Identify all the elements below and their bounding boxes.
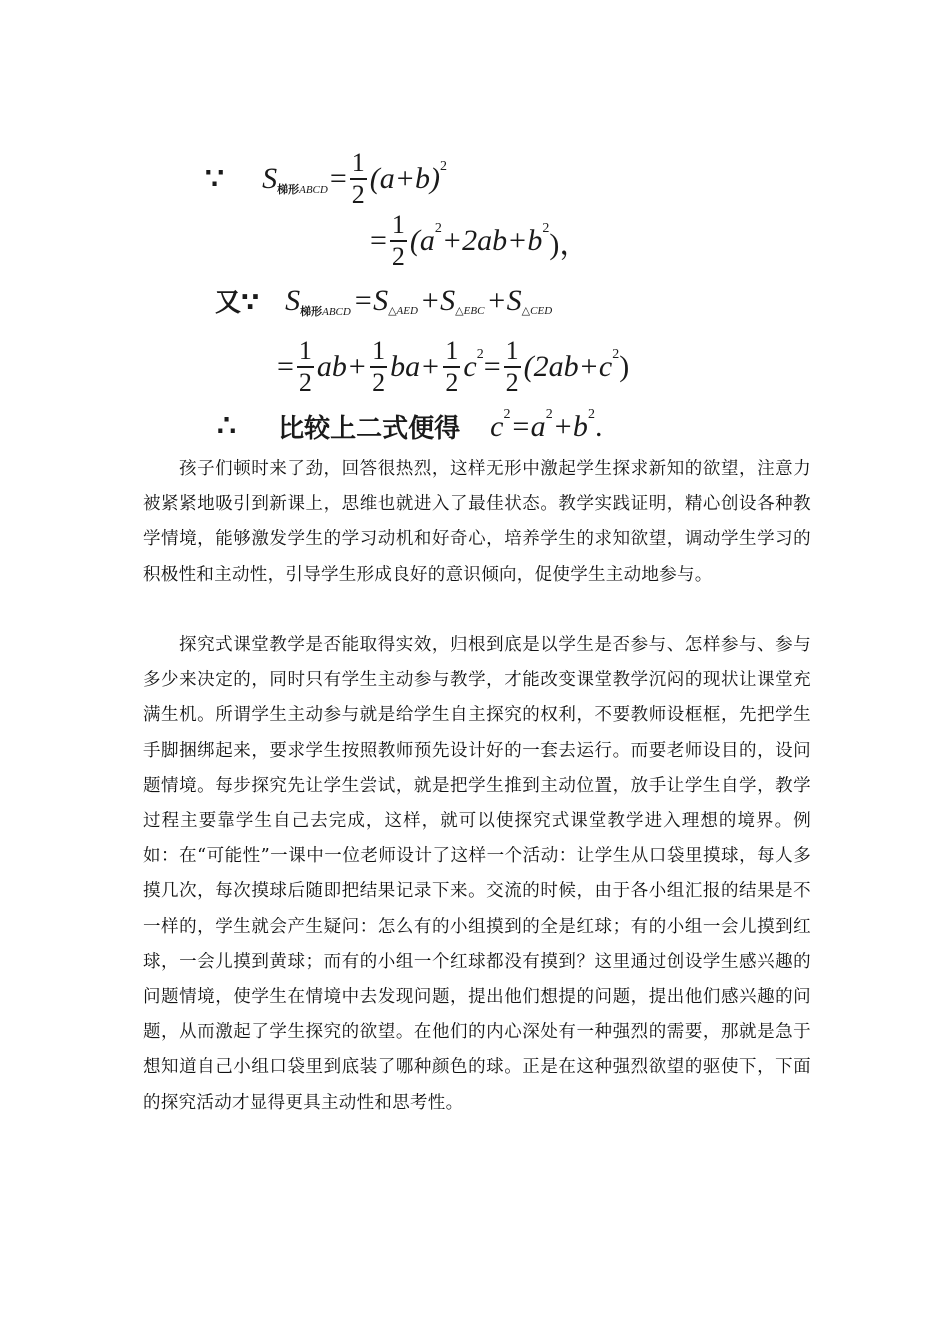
- exponent: 2: [434, 221, 442, 236]
- triangle-subscript: △AED: [388, 305, 418, 317]
- fraction: $\frac{1}{2}$: [351, 148, 365, 209]
- expression: ab+: [316, 350, 368, 383]
- expression: )，: [549, 228, 590, 261]
- expression: +b: [552, 409, 588, 443]
- exponent: 2: [503, 406, 511, 422]
- expression: ba+: [390, 350, 441, 383]
- expression: (a: [409, 224, 435, 257]
- expression: .: [594, 409, 603, 443]
- expression: =a: [510, 409, 546, 443]
- triangle-subscript: △CED: [521, 305, 553, 317]
- paragraph-text: 探究式课堂教学是否能取得实效，归根到底是以学生是否参与、怎样参与、参与多少来决定的，同时只有学生主动参与教学，才能改变课堂教学沉闷的现状让课堂充满生机。所谓学生主动参与就是给学生自主探究的权利，不要教师设框框，先把学生手脚捆绑起来，要求学生按照教师预先设计好的一套去运行。而要老师设目的，设问题情境。每步探究先让学生尝试，就是把学生推到主动位置，放手让学生自学，教学过程主要靠学生自己去完成，这样，就可以使探究式课堂教学进入理想的境界。例如：在“可能性”一课中一位老师设计了这样一个活动：让学生从口袋里摸球，每人多摸几次，每次摸球后随即把结果记录下来。交流的时候，由于各小组汇报的结果是不一样的，学生就会产生疑问：怎么有的小组摸到的全是红球；有的小组一会儿摸到红球，一会儿摸到黄球；而有的小组一个红球都没有摸到？这里通过创设学生感兴趣的问题情境，使学生在情境中去发现问题，提出他们想提的问题，提出他们感兴趣的问题，从而激起了学生探究的欲望。在他们的内心深处有一种强烈的需要，那就是急于想知道自己小组口袋里到底装了哪种颜色的球。正是在这种强烈欲望的驱使下，下面的探究活动才显得更具主动性和思考性。: [143, 635, 811, 1113]
- exponent: 2: [439, 159, 447, 174]
- paragraph-text: 孩子们顿时来了劲，回答很热烈，这样无形中激起学生探求新知的欲望，注意力被紧紧地吸引到新课上，思维也就进入了最佳状态。教学实践证明，精心创设各种教学情境，能够激发学生的学习动机和好奇心，培养学生的求知欲望，调动学生学习的积极性和主动性，引导学生形成良好的意识倾向，促使学生主动地参与。: [143, 459, 811, 585]
- area-subscript: 梯形ABCD: [300, 305, 351, 318]
- expression: c: [490, 409, 504, 443]
- fraction: $\frac{1}{2}$: [372, 336, 386, 397]
- fraction: $\frac{1}{2}$: [391, 210, 405, 271]
- expression: +2ab+b: [441, 224, 543, 257]
- also-because-symbol: 又∵: [215, 288, 260, 318]
- area-subscript: 梯形ABCD: [277, 184, 328, 196]
- therefore-symbol: ∴: [217, 410, 239, 443]
- expression: +S: [419, 283, 456, 317]
- paragraph-1: [143, 452, 811, 593]
- triangle-subscript: △EBC: [455, 305, 485, 317]
- fraction: $\frac{1}{2}$: [505, 336, 519, 397]
- fraction: $\frac{1}{2}$: [445, 336, 459, 397]
- expression: c: [463, 350, 477, 383]
- because-symbol: ∵: [205, 162, 227, 196]
- expression: (a+b): [369, 162, 440, 195]
- formula-block: [205, 140, 765, 450]
- expression: (2ab+c: [523, 350, 613, 383]
- expression: =S: [352, 283, 389, 317]
- fraction: $\frac{1}{2}$: [298, 336, 312, 397]
- equals: =: [370, 224, 387, 257]
- formula-line-3: [215, 282, 554, 319]
- equals: =: [483, 350, 501, 383]
- exponent: 2: [587, 406, 595, 422]
- conclusion-text: 比较上二式便得: [278, 414, 461, 444]
- exponent: 2: [612, 347, 620, 362]
- equals: =: [329, 162, 347, 195]
- formula-line-1: [205, 150, 447, 208]
- exponent: 2: [542, 221, 550, 236]
- formula-line-4: [277, 338, 629, 396]
- paragraph-2: [143, 628, 811, 1121]
- expression: +S: [486, 283, 522, 317]
- expression: ): [619, 350, 630, 383]
- formula-line-5: [217, 408, 602, 445]
- area-symbol: S: [262, 162, 278, 195]
- equals: =: [277, 350, 294, 383]
- exponent: 2: [545, 406, 553, 422]
- area-symbol: S: [285, 283, 301, 317]
- formula-line-2: [370, 212, 589, 270]
- exponent: 2: [476, 347, 484, 362]
